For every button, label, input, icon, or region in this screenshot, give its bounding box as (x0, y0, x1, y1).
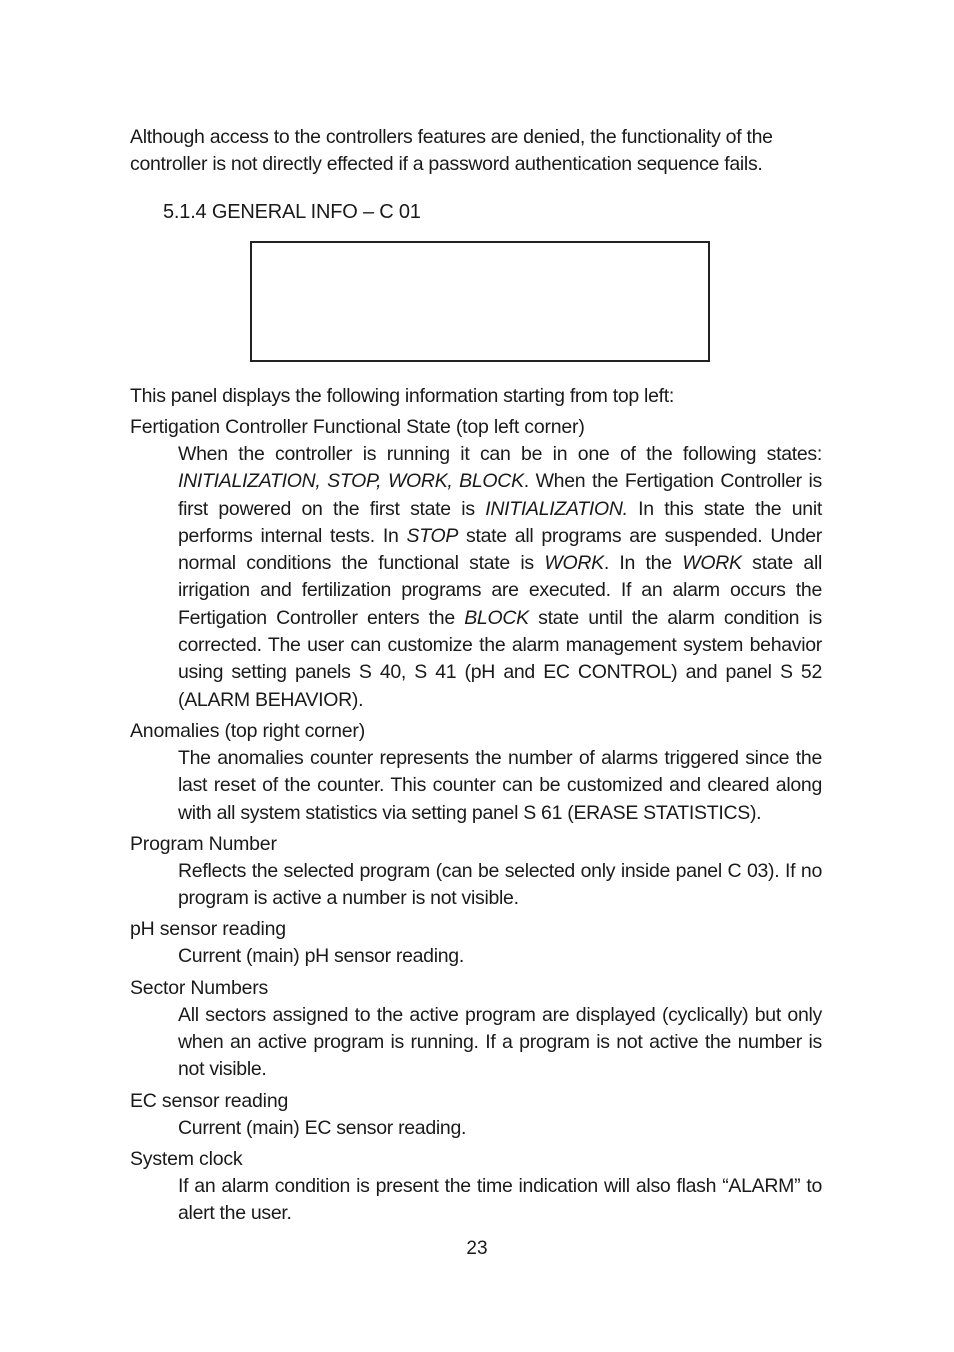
section-heading: 5.1.4 GENERAL INFO – C 01 (163, 201, 421, 223)
desc-text: . When the Fertigation Controller is first powered on the first state is (178, 470, 823, 520)
desc-text: . In the (603, 552, 683, 575)
desc-emphasis: WORK (682, 552, 742, 575)
intro-paragraph: Although access to the controllers features are denied, the functionality of the controller is not directly effected if a password authentication sequence fails. (130, 126, 773, 175)
term-program-number: Program Number (130, 832, 277, 855)
desc-emphasis: INITIALIZATION, STOP, WORK, BLOCK (178, 470, 524, 493)
page-content (130, 124, 823, 1225)
desc-emphasis: STOP (406, 524, 459, 547)
desc-text: When the controller is running it can be in one of the following states: (178, 443, 822, 465)
desc-text: state until the alarm condition is corrected. The user can customize the alarm management system behavior using setting panels S 40, S 41 (pH and EC CONTROL) and panel S 52 (ALARM BEHAVIOR). (178, 606, 823, 711)
desc-anomalies: The anomalies counter represents the number of alarms triggered since the last reset of the counter. This counter can be customized and cleared along with all system statistics via setting panel S 61 (ERASE STATISTICS). (178, 746, 822, 824)
term-sector-numbers: Sector Numbers (130, 976, 269, 999)
page-number: 23 (466, 1238, 488, 1259)
desc-system-clock: If an alarm condition is present the time indication will also flash “ALARM” to alert the user. (178, 1174, 822, 1225)
lead-paragraph: This panel displays the following information starting from top left: (130, 385, 674, 407)
desc-sector-numbers: All sectors assigned to the active program are displayed (cyclically) but only when an active program is running. If a program is not active the number is not visible. (178, 1003, 822, 1081)
desc-emphasis: WORK (544, 552, 604, 575)
desc-text: state all irrigation and fertilization programs are executed. If an alarm occurs the Fertigation Controller enters the (178, 552, 823, 629)
term-ec-sensor: EC sensor reading (130, 1089, 289, 1112)
lcd-panel-frame (250, 241, 710, 362)
term-system-clock: System clock (130, 1147, 243, 1170)
desc-emphasis: INITIALIZATION. (485, 497, 628, 520)
desc-functional-state (178, 441, 822, 714)
desc-text: In this state the unit performs internal tests. In (178, 497, 822, 547)
term-ph-sensor: pH sensor reading (130, 918, 286, 941)
desc-ec-sensor: Current (main) EC sensor reading. (178, 1116, 467, 1139)
desc-text: state all programs are suspended. Under normal conditions the functional state is (178, 524, 822, 575)
term-anomalies: Anomalies (top right corner) (130, 719, 365, 742)
definitions-body (130, 383, 822, 1228)
desc-emphasis: BLOCK (464, 606, 529, 629)
desc-ph-sensor: Current (main) pH sensor reading. (178, 945, 464, 968)
term-functional-state: Fertigation Controller Functional State (top left corner) (130, 416, 585, 438)
desc-program-number: Reflects the selected program (can be selected only inside panel C 03). If no program is active a number is not visible. (178, 859, 822, 910)
